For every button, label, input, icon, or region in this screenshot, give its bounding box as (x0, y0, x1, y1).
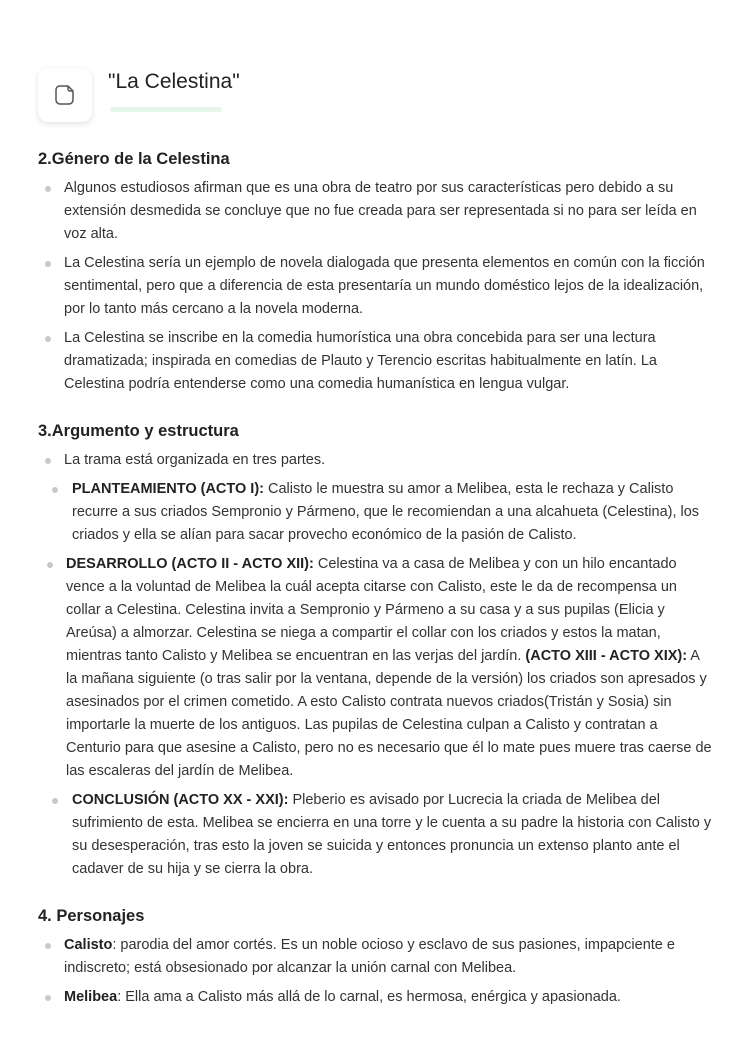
item-text: La trama está organizada en tres partes. (64, 452, 326, 468)
page-header (0, 0, 750, 128)
page-title: "La Celestina" (108, 70, 240, 93)
list-item (38, 327, 712, 396)
list-item (38, 986, 712, 1009)
item-text: A la mañana siguiente (o tras salir por la ventana, depende de la versión) los criados son apresados y asesinados por el crimen cometido. A esto Calisto contrata nuevos criados(Tristán y Sosia) sin importarle la muerte de los antiguos. Las pupilas de Celestina culpan a Calisto y contratan a Centurio para que asesine a Calisto, pero no es necesario que él lo mate pues muere tras caerse de las escaleras del jardín de Melibea. (66, 648, 712, 779)
list-item (38, 553, 712, 783)
list-item (38, 177, 712, 246)
item-text: La Celestina sería un ejemplo de novela dialogada que presenta elementos en común con la ficción sentimental, pero que a diferencia de esta presentaría un mundo doméstico lejos de la idealización, por lo tanto más cercano a la novela moderna. (64, 255, 705, 317)
list-item (38, 252, 712, 321)
section-heading: 2.Género de la Celestina (38, 150, 230, 168)
item-label: CONCLUSIÓN (ACTO XX - XXI): (72, 792, 289, 808)
item-label: Melibea (64, 989, 118, 1005)
list-item (38, 789, 712, 881)
item-text: Pleberio es avisado por Lucrecia la criada de Melibea del sufrimiento de esta. Melibea se encierra en una torre y le cuenta a su padre la historia con Calisto y su desesperación, tras esto la joven se suicida y entonces pronuncia un extenso planto ante el cadaver de su hija y se cierra la obra. (72, 792, 712, 877)
list-item (38, 449, 712, 472)
section-personajes (38, 907, 712, 1009)
list-item (38, 478, 712, 547)
item-text: Celestina va a casa de Melibea y con un hilo encantado vence a la voluntad de Melibea la cuál acepta citarse con Calisto, este le da de recompensa un collar a Celestina. Celestina invita a Sempronio y Pármeno a su casa y a sus pupilas (Elicia y Areúsa) a almorzar. Celestina se niega a compartir el collar con los criados y estos la matan, mientras tanto Calisto y Melibea se encuentran en las verjas del jardín. (66, 556, 677, 664)
item-text: : Ella ama a Calisto más allá de lo carnal, es hermosa, enérgica y apasionada. (117, 989, 621, 1005)
item-text: La Celestina se inscribe en la comedia humorística una obra concebida para ser una lectura dramatizada; inspirada en comedias de Plauto y Terencio escritas habitualmente en latín. La Celestina podría entenderse como una comedia humanística en lengua vulgar. (64, 330, 657, 392)
section-heading: 3.Argumento y estructura (38, 422, 239, 440)
item-label: PLANTEAMIENTO (ACTO I): (72, 481, 264, 497)
document-icon (53, 83, 77, 107)
page-icon[interactable] (38, 68, 92, 122)
list-item (38, 934, 712, 980)
section-genero (38, 150, 712, 396)
item-label: (ACTO XIII - ACTO XIX): (525, 648, 688, 664)
item-label: Calisto (64, 937, 113, 953)
item-text: : parodia del amor cortés. Es un noble ocioso y esclavo de sus pasiones, impapciente e indiscreto; está obsesionado por alcanzar la unión carnal con Melibea. (64, 937, 675, 976)
section-heading: 4. Personajes (38, 907, 145, 925)
item-text: Algunos estudiosos afirman que es una obra de teatro por sus características pero debido a su extensión desmedida se concluye que no fue creada para ser representada si no para ser leída en voz alta. (64, 180, 697, 242)
item-text: Calisto le muestra su amor a Melibea, esta le rechaza y Calisto recurre a sus criados Sempronio y Pármeno, que le recomiendan a una alcahueta (Celestina), los criados y ella se alían para sacar provecho económico de la pasión de Calisto. (72, 481, 700, 543)
section-argumento (38, 422, 712, 881)
item-label: DESARROLLO (ACTO II - ACTO XII): (66, 556, 314, 572)
title-underline (110, 107, 222, 112)
